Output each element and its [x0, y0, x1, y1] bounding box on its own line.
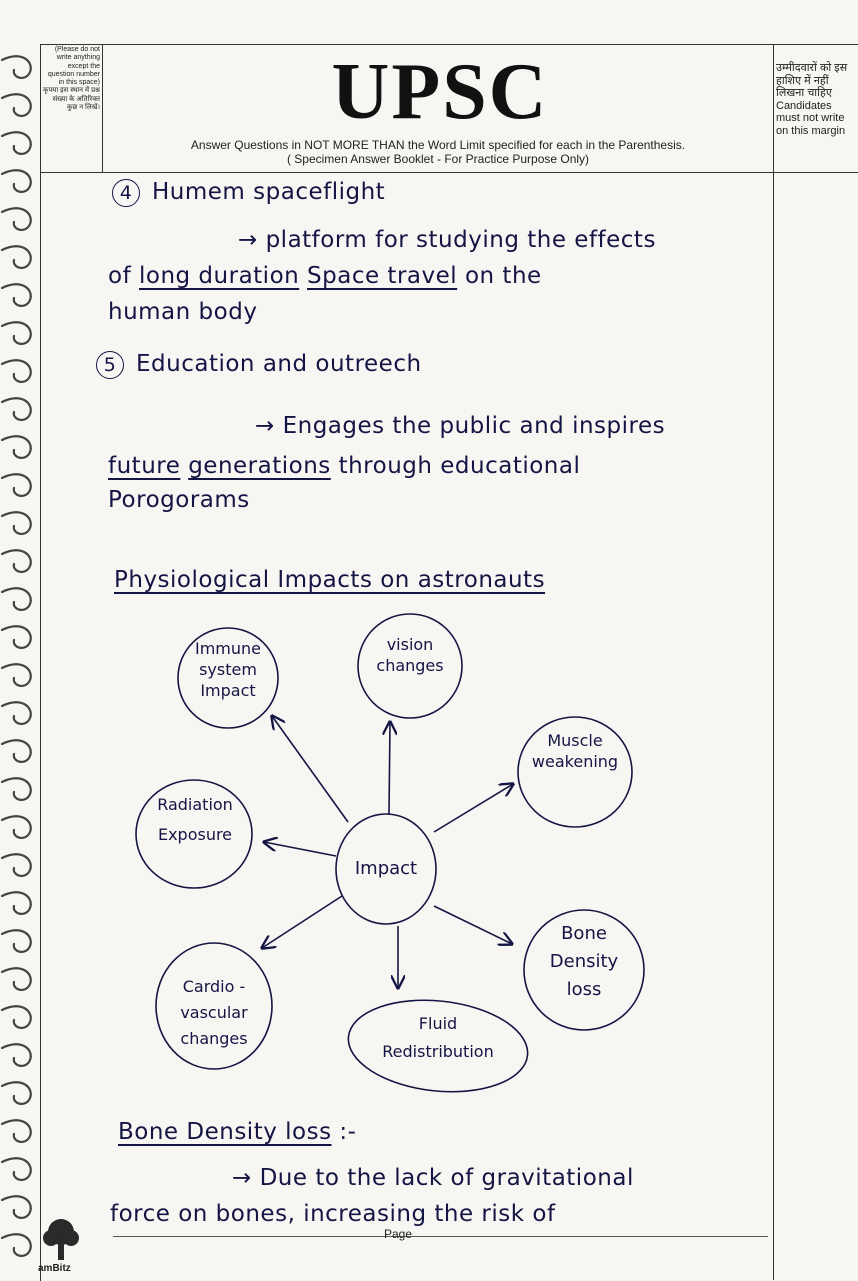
point-4-number: 4 [112, 179, 140, 207]
node-bone: Bone Density loss [549, 923, 619, 1000]
right-margin-note [776, 62, 856, 137]
booklet-subtitle: ( Specimen Answer Booklet - For Practice Purpose Only) [286, 152, 590, 166]
right-margin-note-english: Candidates must not write on this margin [776, 99, 846, 137]
point-5-heading: 5 Education and outreech [96, 350, 422, 379]
node-center: Impact [354, 858, 418, 879]
arrow-to-muscle [434, 784, 513, 832]
point-5-line-2: future generations through educational [108, 453, 581, 479]
arrow-to-immune [272, 716, 348, 822]
right-margin-note-hindi: उम्मीदवारों को इस हाशिए में नहीं लिखना चाहिए [776, 62, 848, 99]
left-margin-divider [102, 44, 103, 172]
arrow-to-cardio [262, 896, 342, 948]
instruction-text: Answer Questions in NOT MORE THAN the Word Limit specified for each in the Parenthesis. [190, 138, 686, 152]
arrow-to-bone [434, 906, 512, 944]
logo-text: amBitz [38, 1263, 71, 1274]
page-label: Page [384, 1227, 413, 1241]
node-radiation: Radiation Exposure [157, 795, 233, 844]
footer-rule [113, 1236, 768, 1237]
point-5-line-1: → Engages the public and inspires [255, 413, 666, 439]
node-vision: vision changes [376, 635, 444, 675]
arrow-to-vision [389, 722, 390, 814]
node-immune: Immune system Impact [194, 639, 261, 700]
point-4-line-1: → platform for studying the effects [238, 227, 656, 253]
node-muscle: Muscle weakening [531, 731, 619, 771]
point-4-line-3: human body [108, 299, 258, 325]
bone-section-heading: Bone Density loss :- [118, 1119, 357, 1145]
node-fluid: Fluid Redistribution [382, 1014, 494, 1061]
point-5-line-3: Porogorams [108, 487, 250, 513]
instructions [104, 138, 772, 166]
arrow-to-radiation [264, 842, 336, 856]
point-4-line-2: of long duration Space travel on the [108, 263, 542, 289]
left-margin-note: (Please do not write anything except the question number in this space) कृपया इस स्थान में प्रश्न संख्या के अतिरिक्त कुछ न लिखें। [42, 46, 100, 112]
node-cardio: Cardio - vascular changes [180, 977, 248, 1048]
physiological-heading: Physiological Impacts on astronauts [114, 567, 546, 593]
point-5-number: 5 [96, 351, 124, 379]
bone-section-line-1: → Due to the lack of gravitational [232, 1165, 634, 1191]
right-margin-divider [773, 44, 774, 1280]
bone-section-line-2: force on bones, increasing the risk of [110, 1201, 556, 1227]
header-divider [40, 172, 858, 173]
page-title: UPSC [331, 48, 549, 136]
point-4-heading: 4 Humem spaceflight [112, 178, 385, 207]
